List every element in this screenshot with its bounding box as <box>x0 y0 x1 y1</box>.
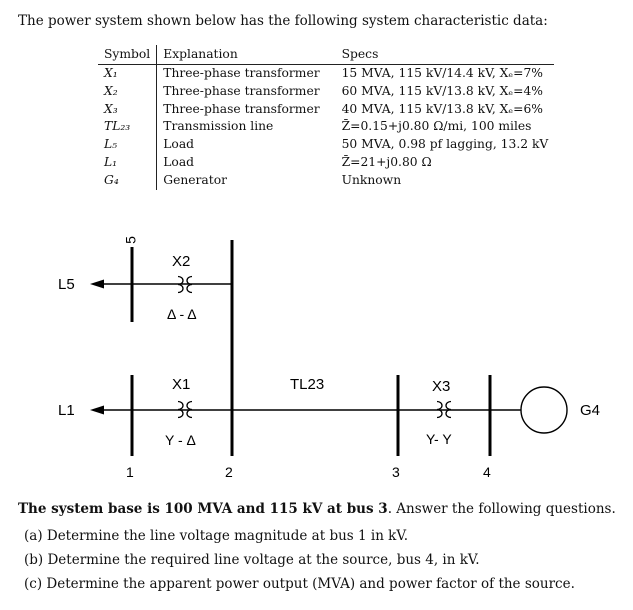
cell-specs: 40 MVA, 115 kV/13.8 kV, Xₑ=6% <box>341 101 543 116</box>
cell-symbol: X₃ <box>98 101 157 119</box>
bus-4-label: 4 <box>483 464 491 480</box>
bus-5-label: 5 <box>122 236 139 244</box>
cell-specs: Z̄=21+j0.80 Ω <box>341 154 432 169</box>
cell-specs: 60 MVA, 115 kV/13.8 kV, Xₑ=4% <box>341 83 543 98</box>
tl23-label: TL23 <box>290 376 325 393</box>
question-a: (a) Determine the line voltage magnitude at bus 1 in kV. <box>24 528 409 544</box>
x1-connection: Y - Δ <box>165 432 196 448</box>
system-base-rest: . Answer the following questions. <box>387 501 616 517</box>
generator-label: G4 <box>580 402 601 419</box>
x3-connection: Y- Y <box>426 431 452 447</box>
x1-label: X1 <box>172 376 191 393</box>
header-explanation: Explanation <box>157 45 336 65</box>
bus-3-label: 3 <box>392 464 400 480</box>
cell-symbol: X₁ <box>98 65 157 83</box>
question-c: (c) Determine the apparent power output (MVA) and power factor of the source. <box>24 576 575 592</box>
question-b: (b) Determine the required line voltage at the source, bus 4, in kV. <box>24 552 480 568</box>
cell-symbol: G₄ <box>98 172 157 190</box>
cell-explanation: Three-phase transformer <box>163 66 320 80</box>
cell-explanation: Three-phase transformer <box>163 101 320 116</box>
cell-symbol: L₅ <box>98 136 157 154</box>
cell-explanation: Three-phase transformer <box>163 83 320 98</box>
bus-2-label: 2 <box>225 464 233 480</box>
l1-arrow-icon <box>90 406 104 415</box>
load-l1-label: L1 <box>58 402 75 419</box>
generator-icon <box>521 387 567 433</box>
cell-specs: Unknown <box>341 172 402 187</box>
cell-symbol: X₂ <box>98 83 157 101</box>
intro-text: The power system shown below has the following system characteristic data: <box>18 13 548 29</box>
cell-specs: 50 MVA, 0.98 pf lagging, 13.2 kV <box>341 137 549 152</box>
header-symbol: Symbol <box>98 45 157 65</box>
cell-specs: 15 MVA, 115 kV/14.4 kV, Xₑ=7% <box>341 66 543 80</box>
cell-explanation: Load <box>163 137 195 152</box>
x2-connection: Δ - Δ <box>167 306 197 322</box>
cell-explanation: Transmission line <box>163 119 274 134</box>
load-l5-label: L5 <box>58 276 75 293</box>
header-specs: Specs <box>336 45 555 65</box>
system-base-bold: The system base is 100 MVA and 115 kV at bus 3 <box>18 501 388 517</box>
bus-1-label: 1 <box>126 464 134 480</box>
cell-explanation: Load <box>163 154 195 169</box>
cell-symbol: TL₂₃ <box>98 118 157 136</box>
system-base-statement <box>18 501 616 517</box>
x2-label: X2 <box>172 253 191 270</box>
cell-explanation: Generator <box>163 172 227 187</box>
cell-specs: Z̄=0.15+j0.80 Ω/mi, 100 miles <box>341 119 532 134</box>
cell-symbol: L₁ <box>98 154 157 172</box>
l5-arrow-icon <box>90 280 104 289</box>
x3-label: X3 <box>432 378 451 395</box>
